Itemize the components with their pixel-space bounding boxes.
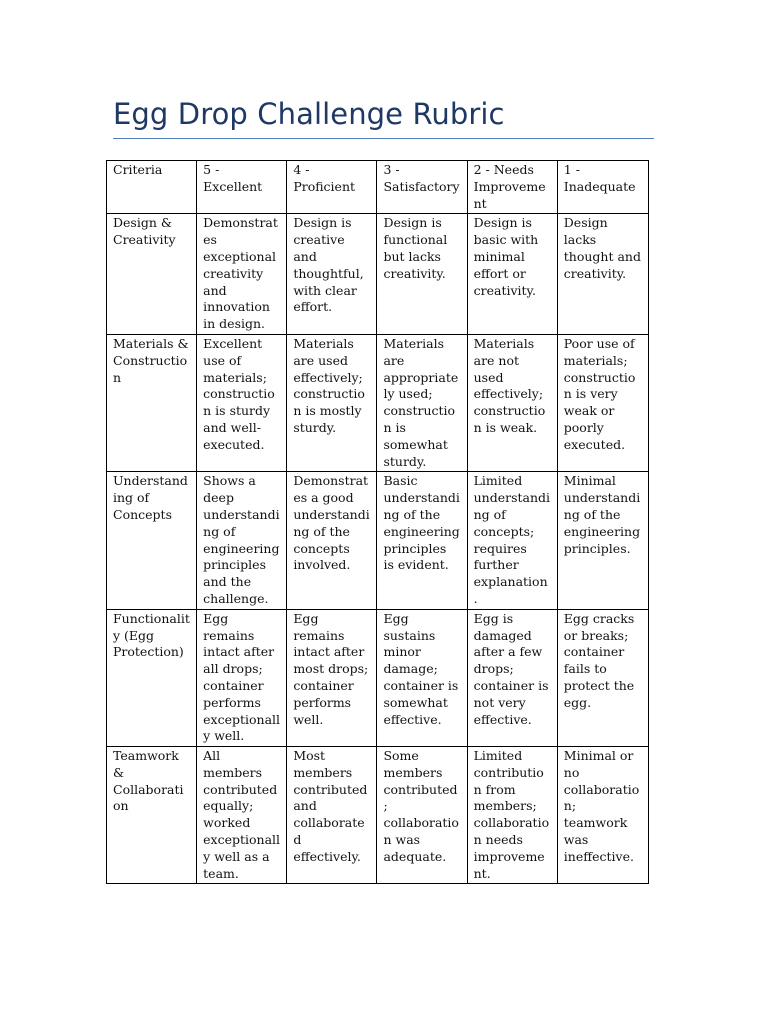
title-underline [113,138,654,139]
rubric-cell: Some members contributed; collaboration was adequate. [377,747,467,884]
rubric-cell: Design is basic with minimal effort or creativity. [467,214,557,335]
rubric-cell: Design is creative and thoughtful, with clear effort. [287,214,377,335]
header-cell-level: 1 - Inadequate [557,161,648,214]
rubric-cell: Egg remains intact after all drops; container performs exceptionally well. [197,609,287,746]
rubric-cell: Materials are appropriately used; construction is somewhat sturdy. [377,334,467,471]
criterion-cell: Materials & Construction [107,334,197,471]
rubric-cell: All members contributed equally; worked exceptionally well as a team. [197,747,287,884]
rubric-cell: Demonstrates a good understanding of the concepts involved. [287,472,377,609]
rubric-cell: Basic understanding of the engineering principles is evident. [377,472,467,609]
table-row [107,334,649,471]
rubric-table [106,160,649,884]
rubric-cell: Minimal or no collaboration; teamwork was ineffective. [557,747,648,884]
rubric-cell: Shows a deep understanding of engineering principles and the challenge. [197,472,287,609]
table-row [107,609,649,746]
criterion-cell: Functionality (Egg Protection) [107,609,197,746]
header-cell-level: 4 - Proficient [287,161,377,214]
header-cell-level: 3 - Satisfactory [377,161,467,214]
table-row [107,472,649,609]
rubric-cell: Materials are not used effectively; construction is weak. [467,334,557,471]
criterion-cell: Teamwork & Collaboration [107,747,197,884]
rubric-cell: Poor use of materials; construction is very weak or poorly executed. [557,334,648,471]
rubric-cell: Limited contribution from members; collaboration needs improvement. [467,747,557,884]
page-title: Egg Drop Challenge Rubric [113,97,505,131]
criterion-cell: Understanding of Concepts [107,472,197,609]
criterion-cell: Design & Creativity [107,214,197,335]
table-row [107,214,649,335]
rubric-cell: Design is functional but lacks creativity. [377,214,467,335]
rubric-cell: Excellent use of materials; construction is sturdy and well-executed. [197,334,287,471]
header-cell-level: 5 - Excellent [197,161,287,214]
rubric-cell: Limited understanding of concepts; requires further explanation. [467,472,557,609]
rubric-cell: Most members contributed and collaborated effectively. [287,747,377,884]
rubric-cell: Egg is damaged after a few drops; container is not very effective. [467,609,557,746]
rubric-cell: Materials are used effectively; construction is mostly sturdy. [287,334,377,471]
rubric-cell: Demonstrates exceptional creativity and innovation in design. [197,214,287,335]
rubric-cell: Egg cracks or breaks; container fails to protect the egg. [557,609,648,746]
rubric-cell: Egg sustains minor damage; container is somewhat effective. [377,609,467,746]
header-cell-criteria: Criteria [107,161,197,214]
rubric-cell: Design lacks thought and creativity. [557,214,648,335]
rubric-cell: Minimal understanding of the engineering principles. [557,472,648,609]
table-row [107,747,649,884]
rubric-cell: Egg remains intact after most drops; container performs well. [287,609,377,746]
rubric-body [107,161,649,884]
header-cell-level: 2 - Needs Improvement [467,161,557,214]
header-row [107,161,649,214]
